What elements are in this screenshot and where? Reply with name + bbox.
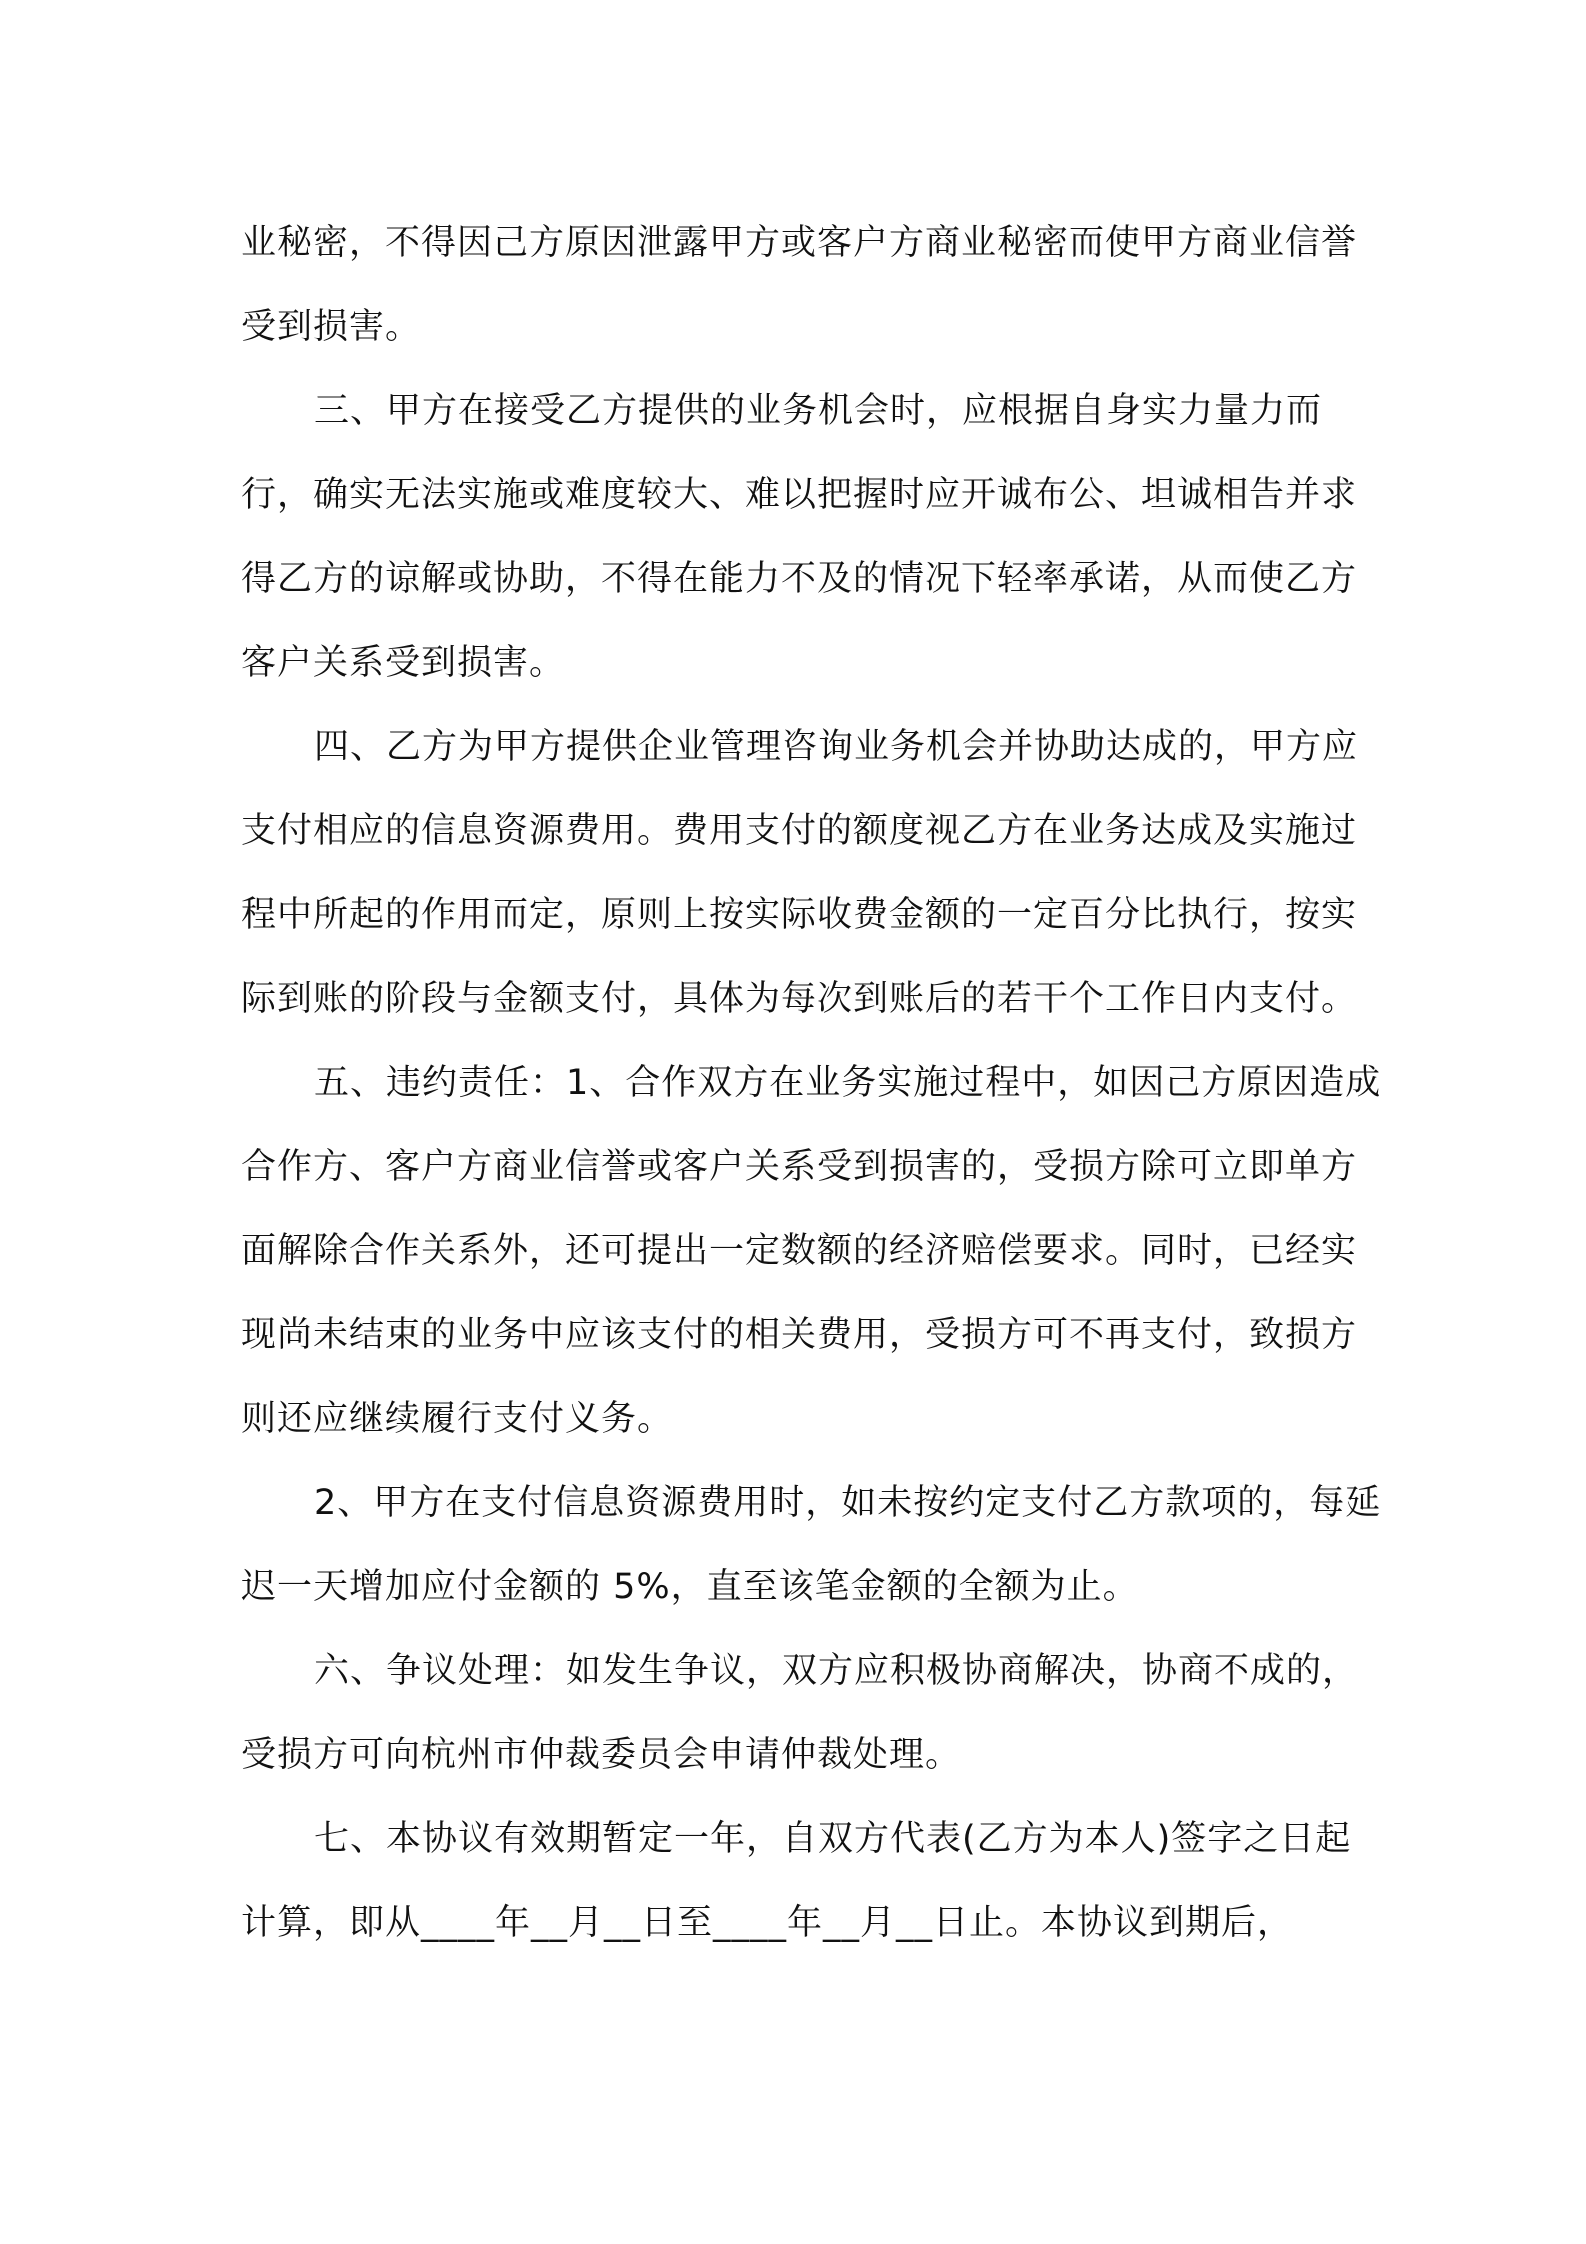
paragraph-clause-3: 三、甲方在接受乙方提供的业务机会时，应根据自身实力量力而行，确实无法实施或难度较大、难以把握时应开诚布公、坦诚相告并求得乙方的谅解或协助，不得在能力不及的情况下轻率承诺，从而使乙方客户关系受到损害。 <box>241 391 1358 683</box>
paragraph-clause-5: 五、违约责任：1、合作双方在业务实施过程中，如因己方原因造成合作方、客户方商业信誉或客户关系受到损害的，受损方除可立即单方面解除合作关系外，还可提出一定数额的经济赔偿要求。同时，已经实现尚未结束的业务中应该支付的相关费用，受损方可不再支付，致损方则还应继续履行支付义务。 <box>241 1063 1382 1439</box>
document-body <box>241 201 1386 1965</box>
paragraph-clause-4: 四、乙方为甲方提供企业管理咨询业务机会并协助达成的，甲方应支付相应的信息资源费用。费用支付的额度视乙方在业务达成及实施过程中所起的作用而定，原则上按实际收费金额的一定百分比执行，按实际到账的阶段与金额支付，具体为每次到账后的若干个工作日内支付。 <box>241 727 1359 1019</box>
paragraph-clause-5-item-2: 2、甲方在支付信息资源费用时，如未按约定支付乙方款项的，每延迟一天增加应付金额的 5%，直至该笔金额的全额为止。 <box>241 1483 1382 1607</box>
paragraph-clause-7: 七、本协议有效期暂定一年，自双方代表(乙方为本人)签字之日起计算，即从____年__月__日至____年__月__日止。本协议到期后， <box>241 1819 1352 1943</box>
paragraph-confidentiality-continuation: 业秘密，不得因己方原因泄露甲方或客户方商业秘密而使甲方商业信誉受到损害。 <box>241 223 1358 347</box>
paragraph-clause-6: 六、争议处理：如发生争议，双方应积极协商解决，协商不成的，受损方可向杭州市仲裁委员会申请仲裁处理。 <box>241 1651 1359 1775</box>
